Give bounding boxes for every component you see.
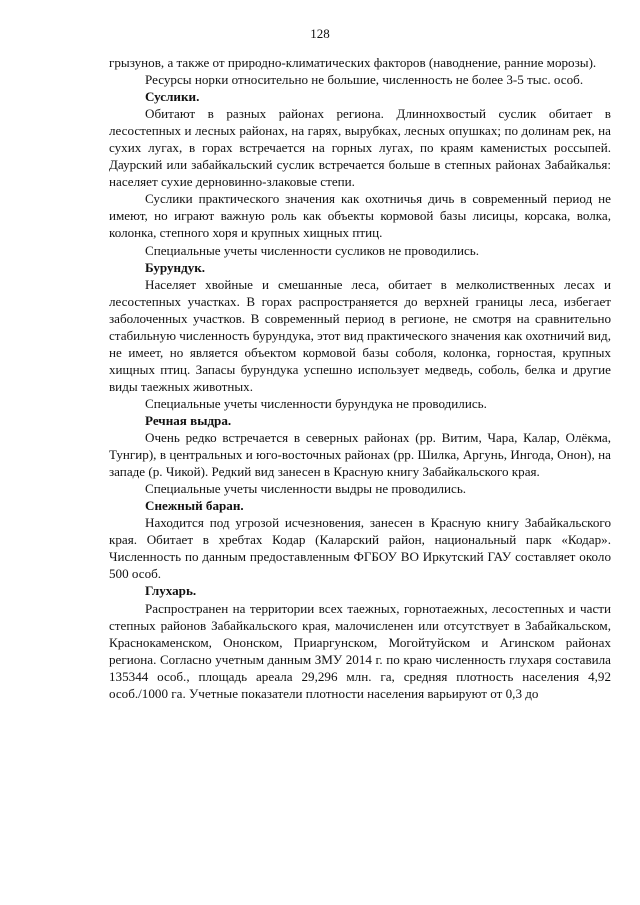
body-paragraph: грызунов, а также от природно-климатических факторов (наводнение, ранние морозы). — [109, 55, 597, 70]
section-heading: Глухарь. — [145, 583, 197, 599]
section-heading: Суслики. — [145, 89, 200, 105]
body-paragraph: Очень редко встречается в северных районах (рр. Витим, Чара, Калар, Олёкма, Тунгир), в центральных и юго-восточных районах (рр. Шилка, Аргунь, Ингода, Онон), на западе (р. Чикой). Редкий вид занесен в Красную книгу Забайкальского края. — [109, 430, 611, 480]
page-body — [109, 54, 611, 702]
body-paragraph: Распространен на территории всех таежных, горнотаежных, лесостепных и части степных районов Забайкальского края, малочисленен или отсутствует в Забайкальском, Краснокаменском, Ононском, Приаргунском, Могойтуйском и Агинском районах региона. Согласно учетным данным ЗМУ 2014 г. по краю численность глухаря составила 135344 особ., площадь ареала 29,296 млн. га, средняя плотность населения 4,92 особ./1000 га. Учетные показатели плотности населения варьируют от 0,3 до — [109, 600, 611, 701]
section-heading: Речная выдра. — [145, 412, 232, 428]
body-paragraph: Ресурсы норки относительно не большие, численность не более 3-5 тыс. особ. — [145, 72, 584, 88]
body-paragraph: Специальные учеты численности бурундука не проводились. — [145, 395, 487, 411]
body-paragraph: Находится под угрозой исчезновения, занесен в Красную книгу Забайкальского края. Обитает в хребтах Кодар (Каларский район, национальный парк «Кодар». Численность по данным предоставленным ФГБОУ ВО Иркутский ГАУ составляет около 500 особ. — [109, 515, 611, 582]
section-heading: Снежный баран. — [145, 498, 244, 514]
body-paragraph: Населяет хвойные и смешанные леса, обитает в мелколиственных лесах и лесостепных участках. В горах распространяется до верхней границы леса, избегает заболоченных участков. В современный период в регионе, не смотря на сравнительно стабильную численность бурундука, этот вид практического значения как охотничий вид, не имеет, но является объектом кормовой базы соболя, колонка, горностая, крупных хищных птиц. Запасы бурундука успешно использует медведь, соболь, белка и другие виды таежных животных. — [109, 276, 611, 394]
body-paragraph: Специальные учеты численности выдры не проводились. — [145, 481, 467, 497]
body-paragraph: Суслики практического значения как охотничья дичь в современный период не имеют, но играют важную роль как объекты кормовой базы лисицы, корсака, волка, колонка, степного хоря и крупных хищных птиц. — [109, 191, 611, 241]
body-paragraph: Специальные учеты численности сусликов не проводились. — [145, 242, 480, 258]
section-heading: Бурундук. — [145, 259, 206, 275]
body-paragraph: Обитают в разных районах региона. Длиннохвостый суслик обитает в лесостепных и лесных районах, на гарях, вырубках, лесных опушках; по долинам рек, на сухих лугах, в горах встречается на горных лугах, по краям каменистых россыпей. Даурский или забайкальский суслик встречается больше в степных районах Забайкалья: населяет сухие дерновинно-злаковые степи. — [109, 106, 611, 190]
page-number: 128 — [310, 26, 330, 41]
